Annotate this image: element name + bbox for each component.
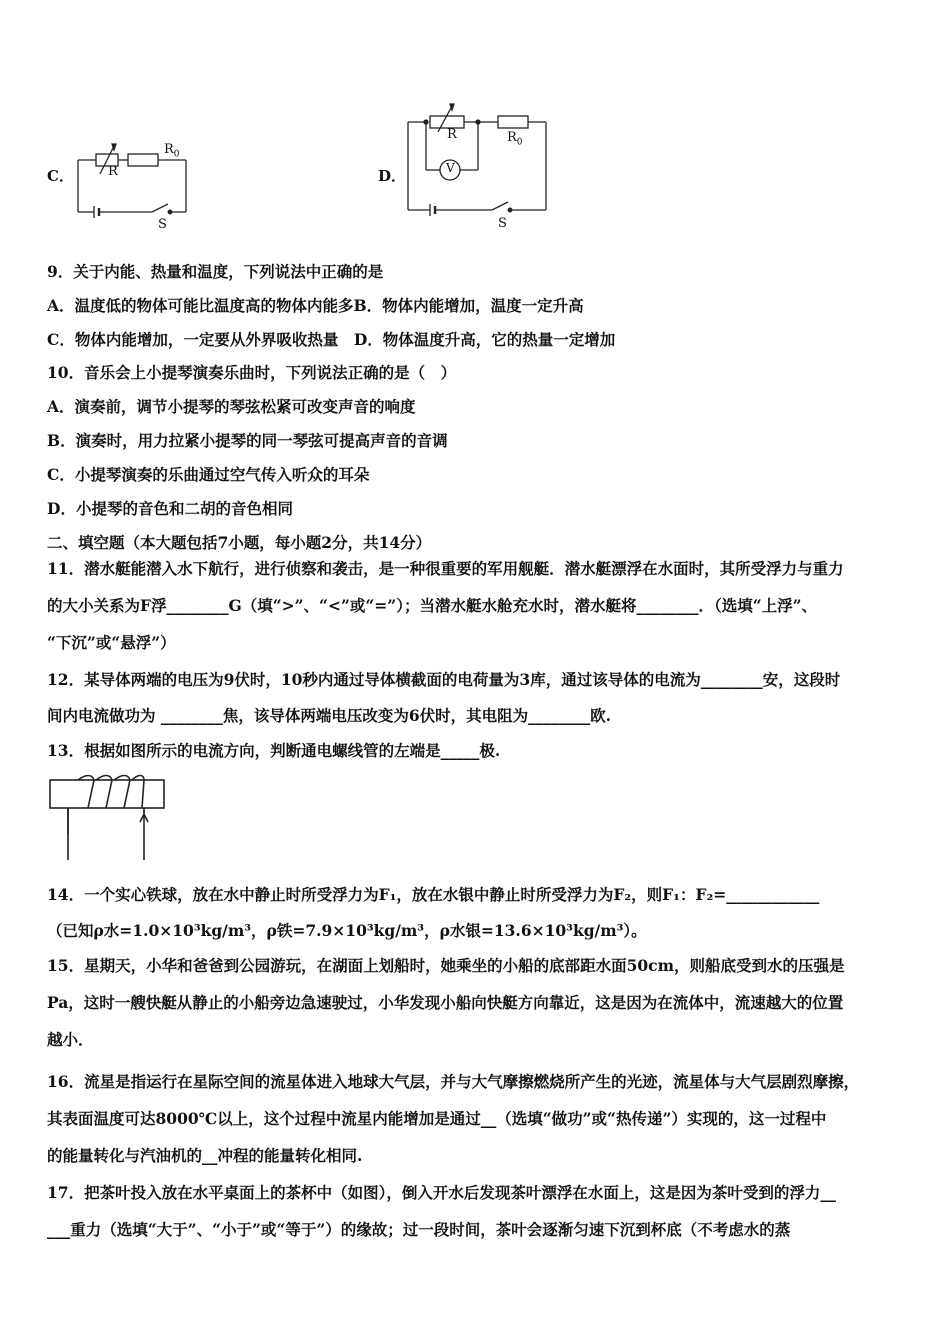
resistor-r-label: R — [108, 164, 118, 179]
q10-option-b: B．演奏时，用力拉紧小提琴的同一琴弦可提高声音的音调 — [47, 431, 448, 450]
section-2-heading: 二、填空题（本大题包括7小题，每小题2分，共14分） — [47, 533, 432, 552]
q16-line-1: 16．流星是指运行在星际空间的流星体进入地球大气层，并与大气摩擦燃烧所产生的光迹，流星体与大气层剧烈摩擦， — [47, 1072, 860, 1091]
resistor-r0-label-d: $R_0$ — [507, 130, 523, 148]
q15-line-2: Pa，这时一艘快艇从静止的小船旁边急速驶过，小华发现小船向快艇方向靠近，这是因为在流体中，流速越大的位置 — [47, 993, 844, 1012]
circuit-d-diagram — [400, 100, 560, 230]
q14-line-2: （已知ρ水=1.0×10³kg/m³，ρ铁=7.9×10³kg/m³，ρ水银=13.6×10³kg/m³）。 — [47, 921, 647, 940]
q10-option-a: A．演奏前，调节小提琴的琴弦松紧可改变声音的响度 — [47, 397, 416, 416]
q10-option-c: C．小提琴演奏的乐曲通过空气传入听众的耳朵 — [47, 465, 370, 484]
q10-stem: 10．音乐会上小提琴演奏乐曲时，下列说法正确的是（ ） — [47, 363, 457, 382]
q17-line-2: ___重力（选填“大于”、“小于”或“等于”）的缘故；过一段时间，茶叶会逐渐匀速下沉到杯底（不考虑水的蒸 — [47, 1220, 791, 1239]
q15-line-3: 越小． — [47, 1030, 94, 1049]
voltmeter-label: V — [446, 161, 455, 175]
switch-s-label: S — [158, 217, 167, 232]
q16-line-2: 其表面温度可达8000℃以上，这个过程中流星内能增加是通过__（选填“做功”或“热传递”）实现的，这一过程中 — [47, 1109, 827, 1128]
q17-line-1: 17．把茶叶投入放在水平桌面上的茶杯中（如图），倒入开水后发现茶叶漂浮在水面上，这是因为茶叶受到的浮力__ — [47, 1183, 836, 1202]
q9-options-cd: C．物体内能增加，一定要从外界吸收热量 D．物体温度升高，它的热量一定增加 — [47, 330, 616, 349]
option-c-label: C． — [47, 167, 74, 185]
q11-line-3: “下沉”或“悬浮”） — [47, 633, 176, 652]
q10-option-d: D．小提琴的音色和二胡的音色相同 — [47, 499, 293, 518]
q12-line-2: 间内电流做功为 ________焦，该导体两端电压改变为6伏时，其电阻为________欧. — [47, 706, 612, 725]
solenoid-diagram — [44, 772, 174, 864]
q11-line-2: 的大小关系为F浮________G（填“>”、“<”或“=”）；当潜水艇水舱充水时，潜水艇将________．（选填“上浮”、 — [47, 596, 818, 615]
option-d-label: D． — [378, 167, 407, 185]
q9-options-ab: A．温度低的物体可能比温度高的物体内能多B．物体内能增加，温度一定升高 — [47, 296, 584, 315]
resistor-r-label-d: R — [447, 127, 457, 142]
circuit-c-diagram — [70, 138, 200, 238]
q13-line-1: 13．根据如图所示的电流方向，判断通电螺线管的左端是_____极. — [47, 741, 501, 760]
q16-line-3: 的能量转化与汽油机的__冲程的能量转化相同. — [47, 1146, 363, 1165]
switch-s-label-d: S — [498, 216, 507, 231]
q15-line-1: 15．星期天，小华和爸爸到公园游玩，在湖面上划船时，她乘坐的小船的底部距水面50cm，则船底受到水的压强是 — [47, 956, 845, 975]
q11-line-1: 11．潜水艇能潜入水下航行，进行侦察和袭击，是一种很重要的军用舰艇．潜水艇漂浮在水面时，其所受浮力与重力 — [47, 559, 844, 578]
q9-stem: 9．关于内能、热量和温度，下列说法中正确的是 — [47, 262, 384, 281]
q14-line-1: 14．一个实心铁球，放在水中静止时所受浮力为F₁，放在水银中静止时所受浮力为F₂，则F₁：F₂=____________ — [47, 885, 820, 904]
q12-line-1: 12．某导体两端的电压为9伏时，10秒内通过导体横截面的电荷量为3库，通过该导体的电流为________安，这段时 — [47, 670, 841, 689]
resistor-r0-label: $R_0$ — [164, 142, 180, 160]
